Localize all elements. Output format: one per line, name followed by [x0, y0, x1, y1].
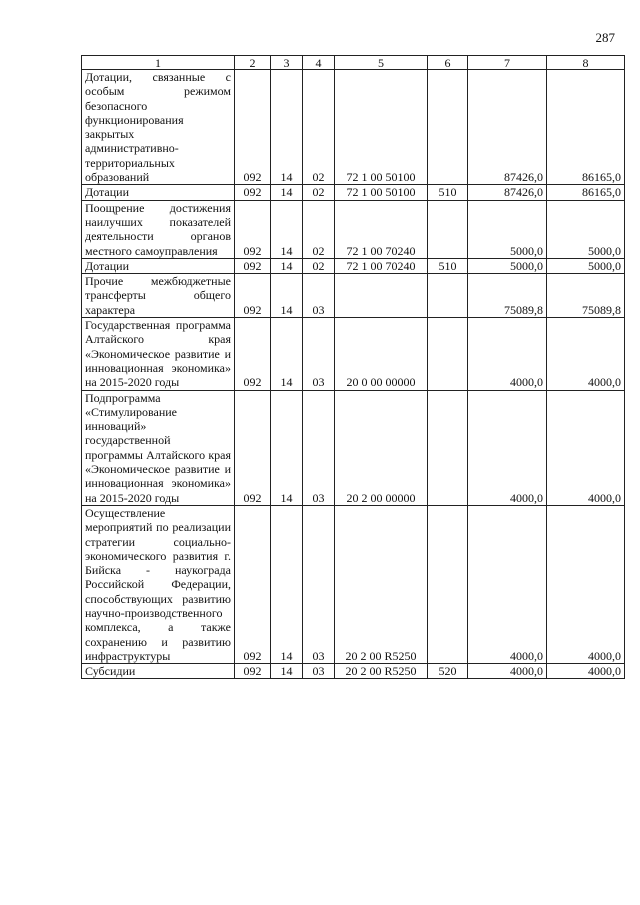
- column-header: 5: [335, 56, 428, 70]
- cell-ministry: 092: [235, 70, 271, 185]
- budget-table: [81, 55, 625, 679]
- cell-section: 14: [271, 274, 303, 318]
- row-name: Осуществление мероприятий по реализации стратегии социально-экономического развития г. Бийска - наукограда Российской Федерации, способствующих развитию научно-производственного комплекса, а также сохранению и развитию инфраструктуры: [82, 505, 235, 663]
- cell-amount-2: 4000,0: [547, 390, 625, 505]
- cell-expense-type: [428, 274, 468, 318]
- cell-target-article: 20 2 00 R5250: [335, 505, 428, 663]
- cell-section: 14: [271, 258, 303, 273]
- cell-amount-2: 4000,0: [547, 318, 625, 390]
- cell-subsection: 03: [303, 505, 335, 663]
- cell-amount-1: 4000,0: [468, 505, 547, 663]
- cell-amount-1: 4000,0: [468, 390, 547, 505]
- table-row: [82, 664, 625, 679]
- cell-target-article: 72 1 00 70240: [335, 200, 428, 258]
- cell-ministry: 092: [235, 274, 271, 318]
- cell-amount-1: 87426,0: [468, 70, 547, 185]
- cell-ministry: 092: [235, 664, 271, 679]
- table-row: [82, 390, 625, 505]
- cell-expense-type: [428, 200, 468, 258]
- cell-expense-type: [428, 318, 468, 390]
- cell-section: 14: [271, 664, 303, 679]
- row-name: Государственная программа Алтайского края «Экономическое развитие и инновационная экономика» на 2015-2020 годы: [82, 318, 235, 390]
- cell-subsection: 02: [303, 185, 335, 200]
- cell-subsection: 03: [303, 390, 335, 505]
- row-name: Прочие межбюджетные трансферты общего характера: [82, 274, 235, 318]
- table-row: [82, 318, 625, 390]
- cell-ministry: 092: [235, 258, 271, 273]
- row-name: Поощрение достижения наилучших показателей деятельности органов местного самоуправления: [82, 200, 235, 258]
- cell-amount-1: 4000,0: [468, 664, 547, 679]
- page-number: 287: [595, 30, 615, 45]
- cell-expense-type: 520: [428, 664, 468, 679]
- cell-section: 14: [271, 505, 303, 663]
- table-row: [82, 505, 625, 663]
- cell-amount-2: 86165,0: [547, 70, 625, 185]
- cell-target-article: 20 2 00 00000: [335, 390, 428, 505]
- cell-amount-2: 86165,0: [547, 185, 625, 200]
- cell-amount-2: 75089,8: [547, 274, 625, 318]
- cell-target-article: 20 0 00 00000: [335, 318, 428, 390]
- table-row: [82, 274, 625, 318]
- cell-amount-2: 5000,0: [547, 258, 625, 273]
- cell-amount-2: 5000,0: [547, 200, 625, 258]
- cell-target-article: [335, 274, 428, 318]
- row-name: Дотации: [82, 185, 235, 200]
- row-name: Дотации: [82, 258, 235, 273]
- cell-expense-type: [428, 505, 468, 663]
- cell-amount-2: 4000,0: [547, 505, 625, 663]
- cell-subsection: 02: [303, 200, 335, 258]
- cell-amount-1: 87426,0: [468, 185, 547, 200]
- row-name: Дотации, связанные с особым режимом безопасного функционирования закрытых административно-территориальных образований: [82, 70, 235, 185]
- cell-amount-1: 4000,0: [468, 318, 547, 390]
- cell-target-article: 72 1 00 50100: [335, 70, 428, 185]
- cell-target-article: 72 1 00 70240: [335, 258, 428, 273]
- cell-subsection: 03: [303, 664, 335, 679]
- column-header: 6: [428, 56, 468, 70]
- cell-expense-type: [428, 70, 468, 185]
- row-name: Субсидии: [82, 664, 235, 679]
- cell-ministry: 092: [235, 505, 271, 663]
- cell-ministry: 092: [235, 390, 271, 505]
- cell-section: 14: [271, 185, 303, 200]
- cell-section: 14: [271, 70, 303, 185]
- cell-ministry: 092: [235, 318, 271, 390]
- cell-subsection: 02: [303, 70, 335, 185]
- cell-section: 14: [271, 200, 303, 258]
- cell-amount-1: 5000,0: [468, 200, 547, 258]
- row-name: Подпрограмма «Стимулирование инноваций» государственной программы Алтайского края «Экономическое развитие и инновационная экономика» на 2015-2020 годы: [82, 390, 235, 505]
- cell-amount-1: 5000,0: [468, 258, 547, 273]
- cell-target-article: 72 1 00 50100: [335, 185, 428, 200]
- table-row: [82, 70, 625, 185]
- cell-ministry: 092: [235, 200, 271, 258]
- cell-expense-type: [428, 390, 468, 505]
- column-header: 4: [303, 56, 335, 70]
- column-header: 8: [547, 56, 625, 70]
- cell-expense-type: 510: [428, 185, 468, 200]
- column-header: 3: [271, 56, 303, 70]
- cell-amount-1: 75089,8: [468, 274, 547, 318]
- cell-section: 14: [271, 318, 303, 390]
- column-header: 2: [235, 56, 271, 70]
- cell-subsection: 03: [303, 318, 335, 390]
- cell-section: 14: [271, 390, 303, 505]
- table-header-row: [82, 56, 625, 70]
- table-row: [82, 258, 625, 273]
- cell-expense-type: 510: [428, 258, 468, 273]
- table-row: [82, 200, 625, 258]
- cell-subsection: 02: [303, 258, 335, 273]
- cell-ministry: 092: [235, 185, 271, 200]
- cell-target-article: 20 2 00 R5250: [335, 664, 428, 679]
- column-header: 7: [468, 56, 547, 70]
- cell-subsection: 03: [303, 274, 335, 318]
- column-header: 1: [82, 56, 235, 70]
- table-row: [82, 185, 625, 200]
- cell-amount-2: 4000,0: [547, 664, 625, 679]
